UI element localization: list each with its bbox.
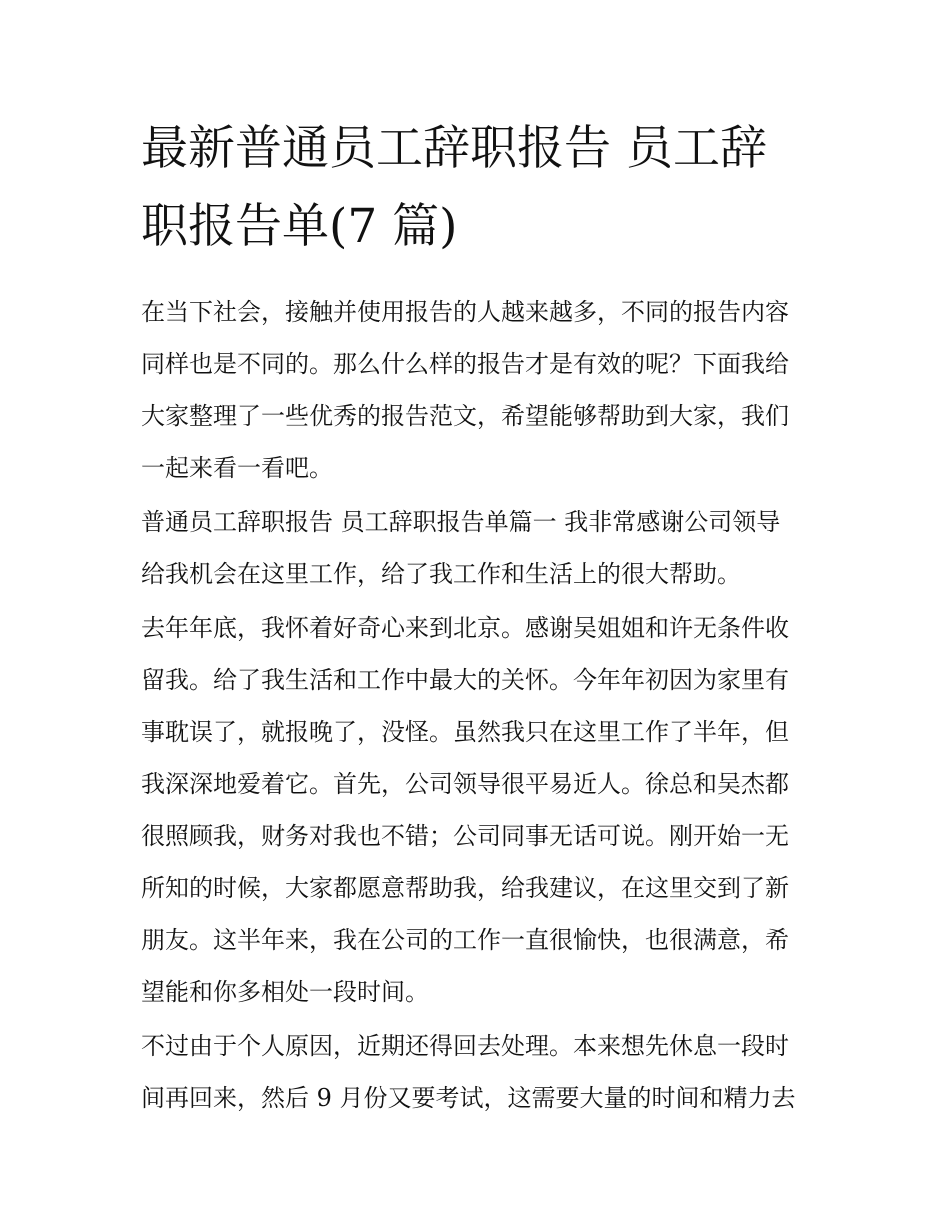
text-line: 一起来看一看吧。 bbox=[141, 454, 333, 482]
intro-paragraph bbox=[141, 286, 813, 494]
text-line: 望能和你多相处一段时间。 bbox=[141, 978, 429, 1006]
text-line: 间再回来，然后 9 月份又要考试，这需要大量的时间和精力去 bbox=[141, 1084, 796, 1112]
section-one-opening-paragraph bbox=[141, 496, 813, 600]
text-line: 在当下社会，接触并使用报告的人越来越多，不同的报告内容 bbox=[141, 298, 789, 326]
text-line: 普通员工辞职报告 员工辞职报告单篇一 我非常感谢公司领导 bbox=[141, 508, 781, 536]
title-line: 职报告单(7 篇) bbox=[141, 199, 458, 254]
text-line: 去年年底，我怀着好奇心来到北京。感谢吴姐姐和许无条件收 bbox=[141, 614, 789, 642]
text-line: 我深深地爱着它。首先，公司领导很平易近人。徐总和吴杰都 bbox=[141, 770, 789, 798]
text-line: 朋友。这半年来，我在公司的工作一直很愉快，也很满意，希 bbox=[141, 926, 789, 954]
body-paragraph bbox=[141, 1020, 813, 1124]
text-line: 给我机会在这里工作，给了我工作和生活上的很大帮助。 bbox=[141, 560, 741, 588]
document-title bbox=[141, 110, 813, 266]
text-line: 事耽误了，就报晚了，没怪。虽然我只在这里工作了半年，但 bbox=[141, 718, 789, 746]
text-line: 所知的时候，大家都愿意帮助我，给我建议，在这里交到了新 bbox=[141, 874, 789, 902]
text-line: 留我。给了我生活和工作中最大的关怀。今年年初因为家里有 bbox=[141, 666, 789, 694]
document-page bbox=[141, 110, 813, 1126]
title-line: 最新普通员工辞职报告 员工辞 bbox=[141, 121, 767, 176]
text-line: 不过由于个人原因，近期还得回去处理。本来想先休息一段时 bbox=[141, 1032, 789, 1060]
text-line: 很照顾我，财务对我也不错；公司同事无话可说。刚开始一无 bbox=[141, 822, 789, 850]
document-body bbox=[141, 286, 813, 1124]
text-line: 大家整理了一些优秀的报告范文，希望能够帮助到大家，我们 bbox=[141, 402, 789, 430]
body-paragraph bbox=[141, 602, 813, 1018]
text-line: 同样也是不同的。那么什么样的报告才是有效的呢？下面我给 bbox=[141, 350, 789, 378]
